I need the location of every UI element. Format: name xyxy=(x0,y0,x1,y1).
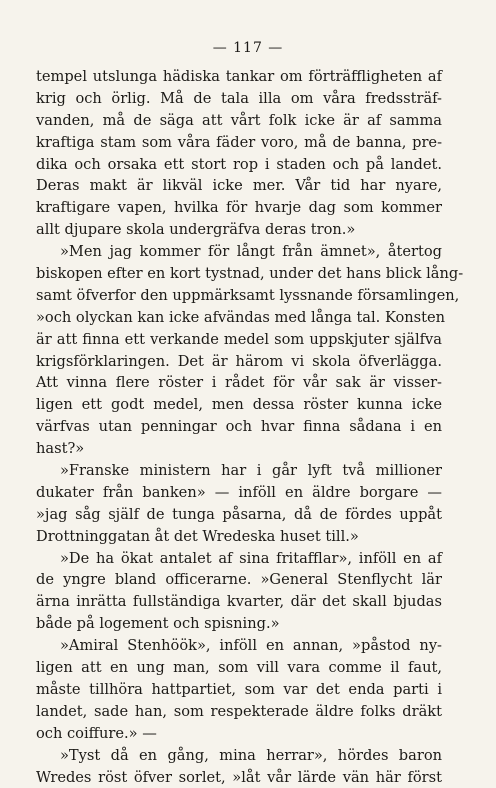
text-line: är att finna ett verkande medel som uppskjuter själfva xyxy=(36,329,442,351)
text-line: värfvas utan penningar och hvar finna sådana i en xyxy=(36,416,442,438)
text-line: »Amiral Stenhöök», inföll en annan, »påstod ny- xyxy=(36,635,442,657)
text-line: vanden, må de säga att vårt folk icke är af samma xyxy=(36,110,442,132)
text-line: kraftiga stam som våra fäder voro, må de banna, pre- xyxy=(36,132,442,154)
text-line: ligen att en ung man, som vill vara comme il faut, xyxy=(36,657,442,679)
text-line: landet, sade han, som respekterade äldre folks dräkt xyxy=(36,701,442,723)
text-line: Att vinna flere röster i rådet för vår sak är visser- xyxy=(36,372,442,394)
text-line: ligen ett godt medel, men dessa röster kunna icke xyxy=(36,394,442,416)
text-line: allt djupare skola undergräfva deras tron.» xyxy=(36,219,442,241)
text-line: »De ha ökat antalet af sina fritafflar», inföll en af xyxy=(36,548,442,570)
text-line: »Men jag kommer för långt från ämnet», återtog xyxy=(36,241,442,263)
text-line: biskopen efter en kort tystnad, under det hans blick lång- xyxy=(36,263,442,285)
text-line: samt öfverfor den uppmärksamt lyssnande församlingen, xyxy=(36,285,442,307)
text-line: dika och orsaka ett stort rop i staden och på landet. xyxy=(36,154,442,176)
text-line: »och olyckan kan icke afvändas med långa tal. Konsten xyxy=(36,307,442,329)
text-line: och coiffure.» — xyxy=(36,723,442,745)
text-line: Deras makt är likväl icke mer. Vår tid har nyare, xyxy=(36,175,442,197)
text-line: de yngre bland officerarne. »General Stenflycht lär xyxy=(36,569,442,591)
text-line: »jag såg själf de tunga påsarna, då de fördes uppåt xyxy=(36,504,442,526)
text-line: både på logement och spisning.» xyxy=(36,613,442,635)
body-text xyxy=(36,66,442,788)
text-line: krigsförklaringen. Det är härom vi skola öfverlägga. xyxy=(36,351,442,373)
text-line: ärna inrätta fullständiga kvarter, där det skall bjudas xyxy=(36,591,442,613)
text-line: tempel utslunga hädiska tankar om förträffligheten af xyxy=(36,66,442,88)
text-line: Drottninggatan åt det Wredeska huset till.» xyxy=(36,526,442,548)
text-line: krig och örlig. Må de tala illa om våra fredssträf- xyxy=(36,88,442,110)
text-line: »Franske ministern har i går lyft två millioner xyxy=(36,460,442,482)
text-line: »Tyst då en gång, mina herrar», hördes baron xyxy=(36,745,442,767)
page-number: — 117 — xyxy=(0,40,496,56)
text-line: kraftigare vapen, hvilka för hvarje dag som kommer xyxy=(36,197,442,219)
text-line: hast?» xyxy=(36,438,442,460)
text-line: måste tillhöra hattpartiet, som var det enda parti i xyxy=(36,679,442,701)
text-line: Wredes röst öfver sorlet, »låt vår lärde vän här först xyxy=(36,767,442,788)
text-line: dukater från banken» — inföll en äldre borgare — xyxy=(36,482,442,504)
